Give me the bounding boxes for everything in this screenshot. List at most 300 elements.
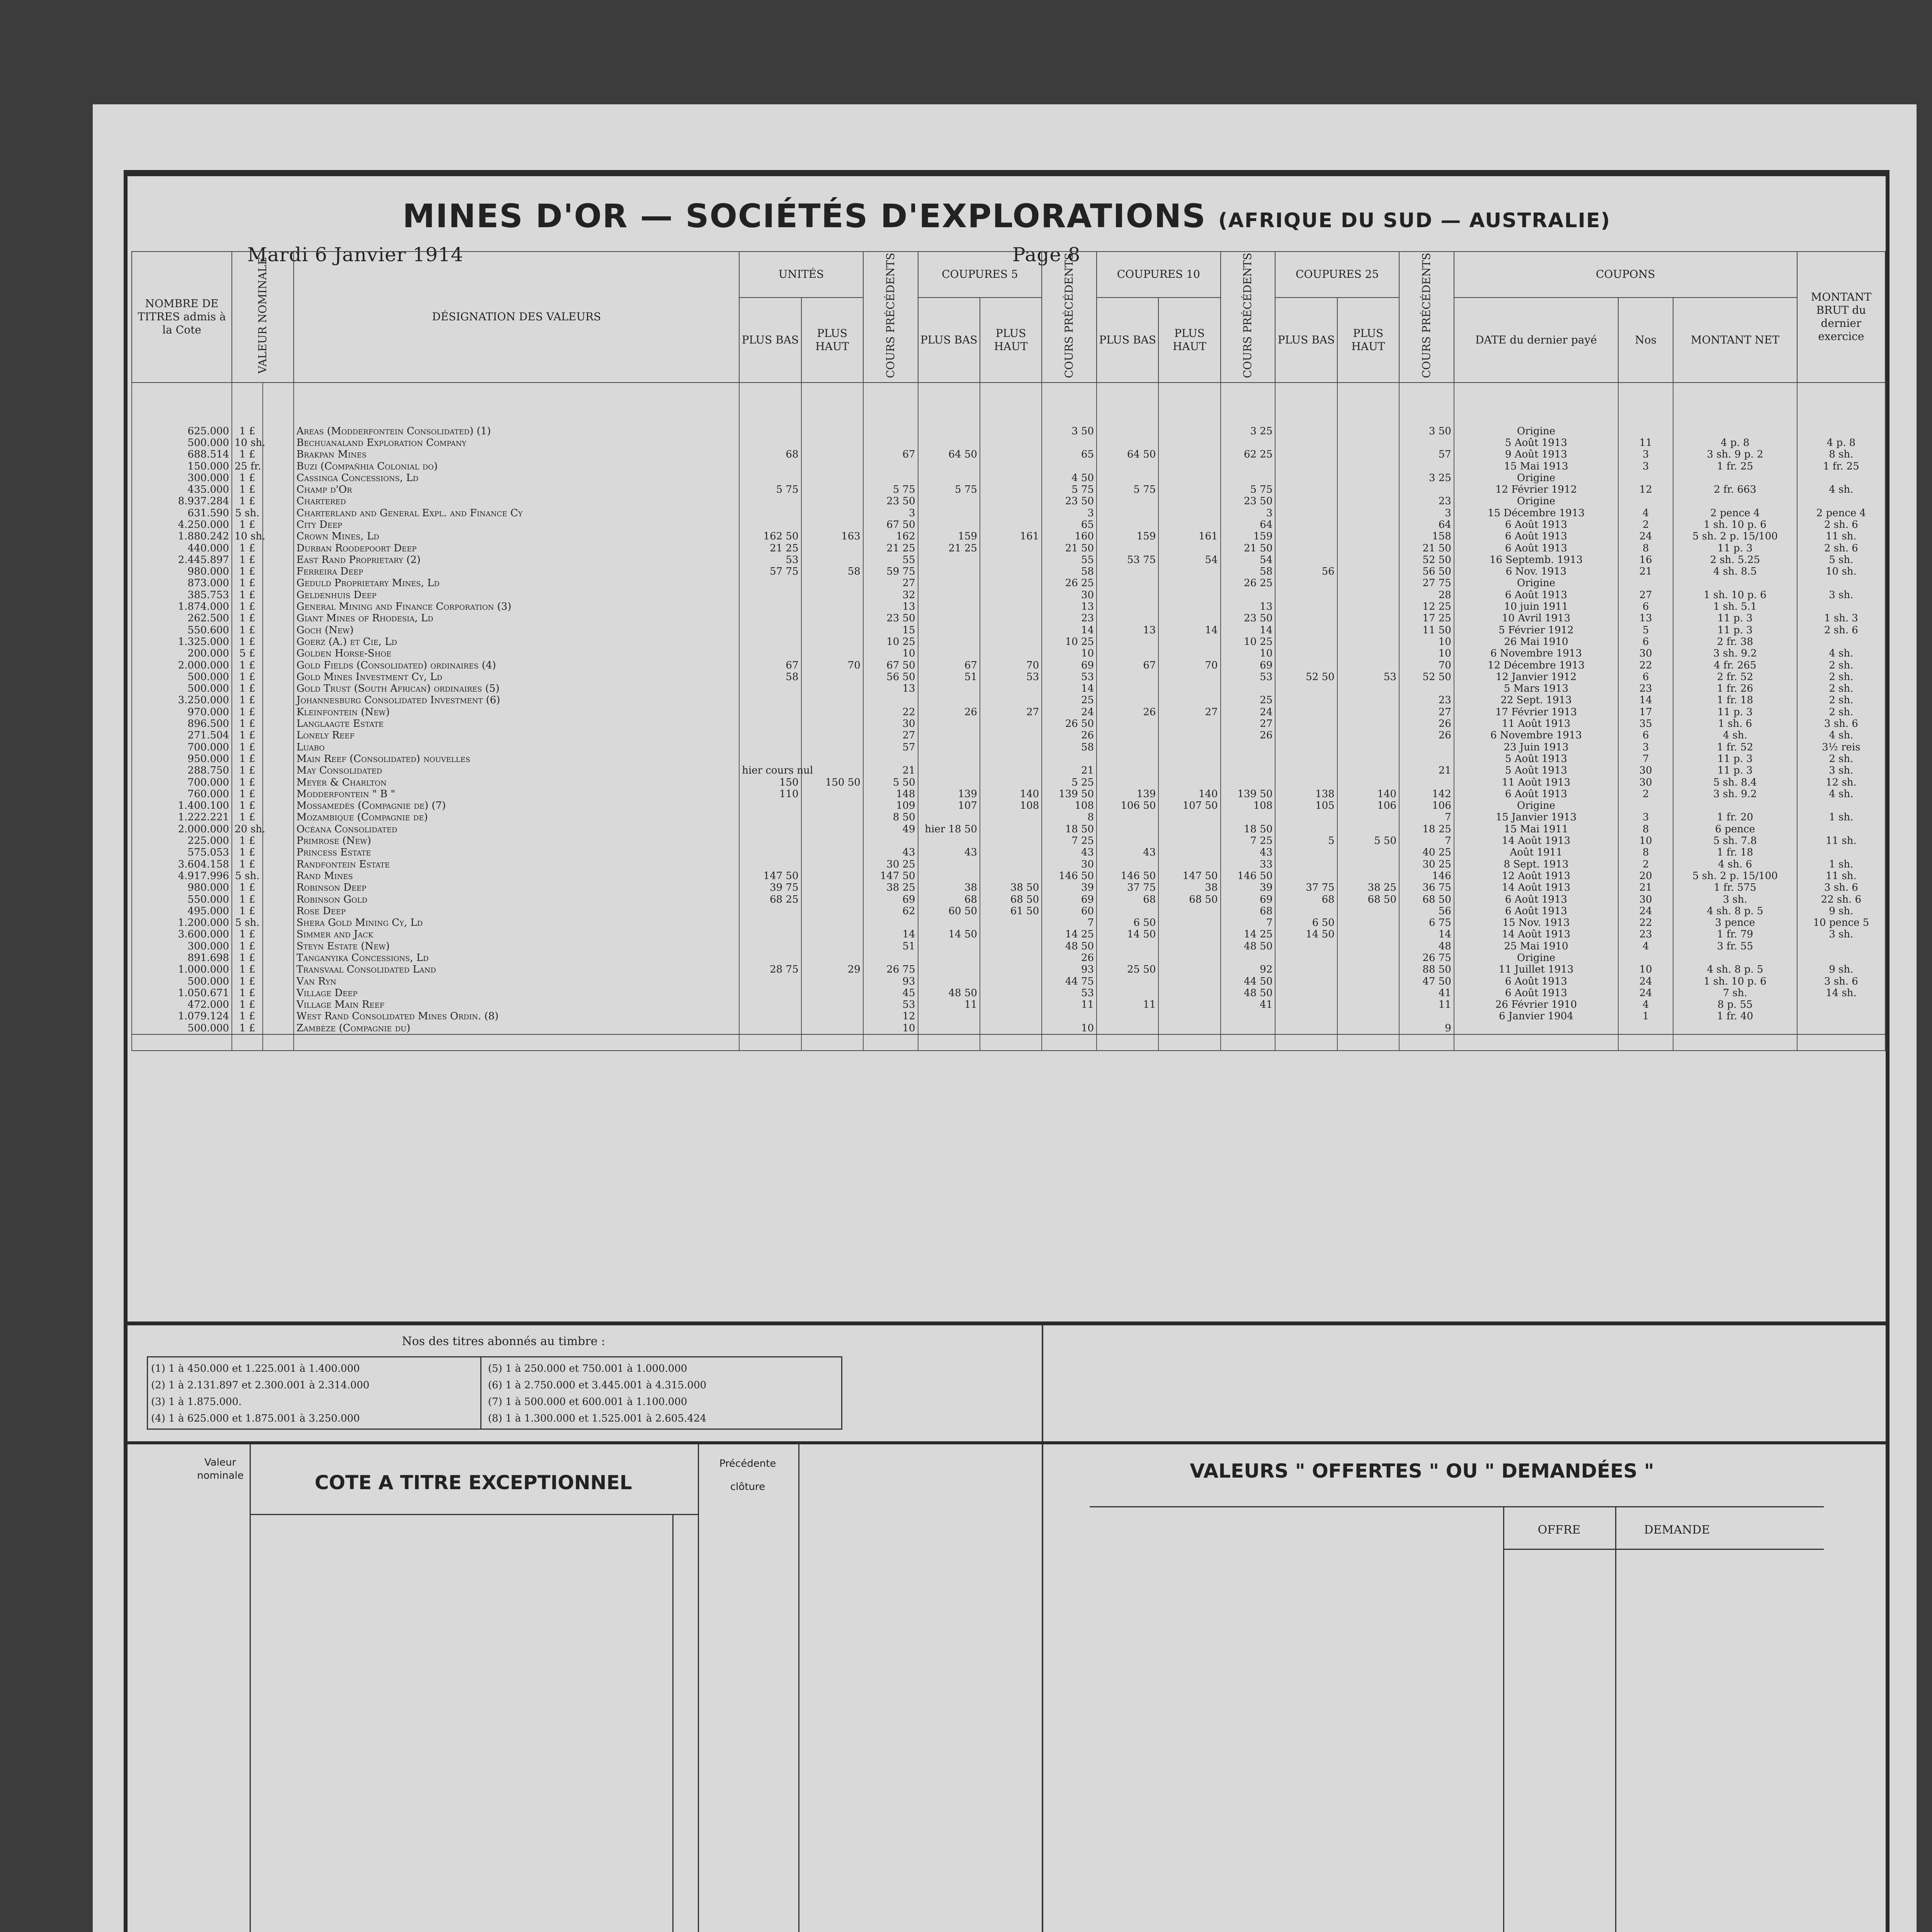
cell-c25p: 10 bbox=[1399, 648, 1454, 659]
cell-c25p: 68 50 bbox=[1399, 894, 1454, 905]
cell-c25pb: 68 bbox=[1275, 894, 1337, 905]
cell-u_ph: 29 bbox=[801, 964, 863, 975]
cell-u_pb bbox=[739, 730, 801, 741]
cell-c25ph: 53 bbox=[1337, 671, 1399, 683]
cell-c10p: 44 50 bbox=[1221, 976, 1276, 987]
cell-c5p: 53 bbox=[1042, 671, 1097, 683]
cell-d: Durban Roodepoort Deep bbox=[294, 543, 739, 554]
cell-v: 1 £ bbox=[232, 624, 263, 636]
cell-c10pb: 14 50 bbox=[1097, 929, 1158, 940]
cell-c25pb bbox=[1275, 425, 1337, 437]
cell-c10p bbox=[1221, 811, 1276, 823]
cell-u_cp: 59 75 bbox=[863, 566, 918, 577]
cell-brut bbox=[1797, 577, 1885, 589]
cell-c10ph: 161 bbox=[1158, 531, 1220, 542]
cell-brut: 2 sh. bbox=[1797, 683, 1885, 694]
cell-u_pb: 147 50 bbox=[739, 870, 801, 882]
cell-c5p: 8 bbox=[1042, 811, 1097, 823]
cell-c10p bbox=[1221, 589, 1276, 601]
cell-brut bbox=[1797, 952, 1885, 964]
cell-c25p: 18 25 bbox=[1399, 823, 1454, 835]
cell-u_cp: 147 50 bbox=[863, 870, 918, 882]
cell-v: 5 sh. bbox=[232, 917, 263, 929]
cell-c10p: 53 bbox=[1221, 671, 1276, 683]
cell-n: 575.053 bbox=[132, 847, 232, 858]
cell-c10ph bbox=[1158, 940, 1220, 952]
cell-c10p: 25 bbox=[1221, 694, 1276, 706]
cell-date: 6 Août 1913 bbox=[1454, 987, 1618, 999]
cell-c10pb bbox=[1097, 437, 1158, 449]
cell-c25pb bbox=[1275, 847, 1337, 858]
cell-u_ph bbox=[801, 976, 863, 987]
cell-no: 30 bbox=[1618, 777, 1673, 788]
table-row bbox=[132, 612, 1885, 624]
cell-no: 6 bbox=[1618, 636, 1673, 648]
cell-d: Kleinfontein (New) bbox=[294, 706, 739, 718]
cell-c5ph: 140 bbox=[980, 788, 1042, 800]
cell-u_pb bbox=[739, 425, 801, 437]
offre-header: OFFRE bbox=[1537, 1523, 1581, 1537]
cell-c25p: 106 bbox=[1399, 800, 1454, 811]
cell-n: 500.000 bbox=[132, 671, 232, 683]
cell-u_cp: 49 bbox=[863, 823, 918, 835]
cell-d: Steyn Estate (New) bbox=[294, 940, 739, 952]
cell-u_pb bbox=[739, 495, 801, 507]
cell-c5pb: 139 bbox=[918, 788, 980, 800]
table-row bbox=[132, 800, 1885, 811]
cell-u_ph bbox=[801, 683, 863, 694]
cell-u_cp: 53 bbox=[863, 999, 918, 1010]
cell-c25ph bbox=[1337, 437, 1399, 449]
cell-u_pb: 28 75 bbox=[739, 964, 801, 975]
cell-c25pb bbox=[1275, 449, 1337, 460]
col-plus-bas: PLUS BAS bbox=[1097, 298, 1158, 383]
cell-u_pb bbox=[739, 624, 801, 636]
cell-date: 6 Nov. 1913 bbox=[1454, 566, 1618, 577]
cell-v: 1 £ bbox=[232, 612, 263, 624]
cell-c5pb bbox=[918, 577, 980, 589]
cell-c10p: 39 bbox=[1221, 882, 1276, 893]
cell-c10pb: 11 bbox=[1097, 999, 1158, 1010]
cell-c5pb: 48 50 bbox=[918, 987, 980, 999]
cell-no: 4 bbox=[1618, 999, 1673, 1010]
cell-c5pb: hier 18 50 bbox=[918, 823, 980, 835]
cell-c25p: 3 50 bbox=[1399, 425, 1454, 437]
cell-v: 1 £ bbox=[232, 905, 263, 917]
cell-u_pb bbox=[739, 905, 801, 917]
cell-c10pb: 37 75 bbox=[1097, 882, 1158, 893]
cell-u_cp: 23 50 bbox=[863, 612, 918, 624]
table-row bbox=[132, 589, 1885, 601]
cell-c10p bbox=[1221, 1022, 1276, 1034]
cell-c10ph: 27 bbox=[1158, 706, 1220, 718]
cell-c5ph bbox=[980, 753, 1042, 765]
cell-u_pb bbox=[739, 987, 801, 999]
cell-date: 17 Février 1913 bbox=[1454, 706, 1618, 718]
cell-n: 225.000 bbox=[132, 835, 232, 847]
cell-c5p: 21 50 bbox=[1042, 543, 1097, 554]
cell-d: Main Reef (Consolidated) nouvelles bbox=[294, 753, 739, 765]
cell-n: 8.937.284 bbox=[132, 495, 232, 507]
cell-c5ph: 161 bbox=[980, 531, 1042, 542]
cell-brut bbox=[1797, 636, 1885, 648]
cell-c5p: 4 50 bbox=[1042, 472, 1097, 484]
cell-n: 200.000 bbox=[132, 648, 232, 659]
cell-c10pb bbox=[1097, 1010, 1158, 1022]
cell-c5ph bbox=[980, 730, 1042, 741]
table-row bbox=[132, 730, 1885, 741]
cell-n: 495.000 bbox=[132, 905, 232, 917]
cell-c25p: 7 bbox=[1399, 835, 1454, 847]
cell-brut: 4 sh. bbox=[1797, 648, 1885, 659]
cell-c5p: 11 bbox=[1042, 999, 1097, 1010]
cell-d: Cassinga Concessions, Ld bbox=[294, 472, 739, 484]
cell-n: 300.000 bbox=[132, 940, 232, 952]
cell-c5pb bbox=[918, 835, 980, 847]
cell-c25ph bbox=[1337, 1010, 1399, 1022]
cell-c5p: 93 bbox=[1042, 964, 1097, 975]
cell-brut: 1 sh. 3 bbox=[1797, 612, 1885, 624]
cell-c25p: 3 bbox=[1399, 507, 1454, 519]
cell-v: 1 £ bbox=[232, 765, 263, 776]
col-cours-prec-2: COURS PRÉCÉDENTS bbox=[1042, 252, 1097, 383]
cell-c25p: 26 75 bbox=[1399, 952, 1454, 964]
cell-v: 1 £ bbox=[232, 976, 263, 987]
cell-m bbox=[1673, 800, 1797, 811]
cell-n: 1.880.242 bbox=[132, 531, 232, 542]
cell-m: 11 p. 3 bbox=[1673, 765, 1797, 776]
cell-c25ph bbox=[1337, 624, 1399, 636]
cell-c10pb bbox=[1097, 905, 1158, 917]
cell-c10pb bbox=[1097, 859, 1158, 870]
cell-c10ph bbox=[1158, 425, 1220, 437]
cell-c10pb bbox=[1097, 648, 1158, 659]
cell-v: 1 £ bbox=[232, 929, 263, 940]
table-row bbox=[132, 929, 1885, 940]
cell-d: Primrose (New) bbox=[294, 835, 739, 847]
cell-c25ph bbox=[1337, 577, 1399, 589]
cell-c10pb: 146 50 bbox=[1097, 870, 1158, 882]
cell-n: 1.000.000 bbox=[132, 964, 232, 975]
cell-c25p: 47 50 bbox=[1399, 976, 1454, 987]
cell-u_ph bbox=[801, 999, 863, 1010]
cell-c10ph bbox=[1158, 601, 1220, 612]
cell-c10p: 62 25 bbox=[1221, 449, 1276, 460]
cell-c5pb bbox=[918, 777, 980, 788]
cell-brut: 12 sh. bbox=[1797, 777, 1885, 788]
cell-m: 11 p. 3 bbox=[1673, 624, 1797, 636]
cell-c10p: 33 bbox=[1221, 859, 1276, 870]
table-row bbox=[132, 964, 1885, 975]
cell-c25ph bbox=[1337, 495, 1399, 507]
cell-n: 700.000 bbox=[132, 777, 232, 788]
cell-c5pb bbox=[918, 940, 980, 952]
cell-u_cp: 30 bbox=[863, 718, 918, 730]
cell-v: 1 £ bbox=[232, 940, 263, 952]
cell-date: 15 Décembre 1913 bbox=[1454, 507, 1618, 519]
cell-c10ph bbox=[1158, 929, 1220, 940]
cell-date: 5 Mars 1913 bbox=[1454, 683, 1618, 694]
cell-c25ph: 68 50 bbox=[1337, 894, 1399, 905]
cell-date: 12 Février 1912 bbox=[1454, 484, 1618, 495]
cell-date: 11 Juillet 1913 bbox=[1454, 964, 1618, 975]
cell-n: 873.000 bbox=[132, 577, 232, 589]
cell-c10p: 146 50 bbox=[1221, 870, 1276, 882]
footnotes-box bbox=[131, 1325, 1043, 1441]
cell-c5pb bbox=[918, 742, 980, 753]
cell-c10ph bbox=[1158, 566, 1220, 577]
cell-c5ph bbox=[980, 437, 1042, 449]
cell-c5ph bbox=[980, 495, 1042, 507]
table-row bbox=[132, 461, 1885, 472]
cell-c10p: 69 bbox=[1221, 894, 1276, 905]
cell-c25pb bbox=[1275, 823, 1337, 835]
cell-m: 1 fr. 40 bbox=[1673, 1010, 1797, 1022]
cell-brut bbox=[1797, 1010, 1885, 1022]
cell-date: 6 Août 1913 bbox=[1454, 589, 1618, 601]
cell-c25ph bbox=[1337, 683, 1399, 694]
cell-u_pb bbox=[739, 1022, 801, 1034]
cell-no: 4 bbox=[1618, 507, 1673, 519]
valeur-nominale-label: Valeur nominale bbox=[197, 1457, 244, 1481]
cell-v: 1 £ bbox=[232, 1022, 263, 1034]
cell-d: Randfontein Estate bbox=[294, 859, 739, 870]
cell-c10pb bbox=[1097, 811, 1158, 823]
cell-v: 1 £ bbox=[232, 577, 263, 589]
cell-no: 2 bbox=[1618, 788, 1673, 800]
cell-u_ph bbox=[801, 952, 863, 964]
cell-date: 14 Août 1913 bbox=[1454, 835, 1618, 847]
cell-c5pb bbox=[918, 718, 980, 730]
page-frame bbox=[124, 170, 1889, 1932]
cell-u_ph bbox=[801, 437, 863, 449]
cell-u_pb bbox=[739, 519, 801, 531]
cell-brut: 3 sh. bbox=[1797, 929, 1885, 940]
cell-c25pb bbox=[1275, 543, 1337, 554]
cell-c5pb bbox=[918, 507, 980, 519]
table-row bbox=[132, 976, 1885, 987]
cell-c5ph bbox=[980, 507, 1042, 519]
cell-c5pb: 67 bbox=[918, 660, 980, 671]
cell-no: 30 bbox=[1618, 648, 1673, 659]
cell-c10p bbox=[1221, 753, 1276, 765]
cell-c25pb bbox=[1275, 976, 1337, 987]
cell-u_ph bbox=[801, 484, 863, 495]
cell-u_pb: 57 75 bbox=[739, 566, 801, 577]
cell-c25p: 36 75 bbox=[1399, 882, 1454, 893]
cell-c10p bbox=[1221, 472, 1276, 484]
cell-d: Goch (New) bbox=[294, 624, 739, 636]
cell-date: 5 Août 1913 bbox=[1454, 437, 1618, 449]
cell-brut: 8 sh. bbox=[1797, 449, 1885, 460]
cell-brut: 2 sh. 6 bbox=[1797, 543, 1885, 554]
table-row bbox=[132, 823, 1885, 835]
cell-no: 8 bbox=[1618, 823, 1673, 835]
cell-m bbox=[1673, 952, 1797, 964]
cell-m: 11 p. 3 bbox=[1673, 543, 1797, 554]
cell-d: Village Deep bbox=[294, 987, 739, 999]
cell-c10p: 108 bbox=[1221, 800, 1276, 811]
cell-c10p bbox=[1221, 437, 1276, 449]
cell-c25pb: 37 75 bbox=[1275, 882, 1337, 893]
cell-c10pb bbox=[1097, 823, 1158, 835]
cell-c5pb bbox=[918, 859, 980, 870]
cell-c25pb bbox=[1275, 589, 1337, 601]
cell-v: 1 £ bbox=[232, 601, 263, 612]
cell-v: 20 sh. bbox=[232, 823, 263, 835]
cell-no: 24 bbox=[1618, 905, 1673, 917]
cell-n: 4.250.000 bbox=[132, 519, 232, 531]
cell-brut: 11 sh. bbox=[1797, 835, 1885, 847]
cell-u_pb: 68 25 bbox=[739, 894, 801, 905]
cell-c5pb: 38 bbox=[918, 882, 980, 893]
cell-date: 15 Janvier 1913 bbox=[1454, 811, 1618, 823]
cell-u_ph bbox=[801, 461, 863, 472]
cell-c5pb bbox=[918, 730, 980, 741]
cell-c10p: 23 50 bbox=[1221, 612, 1276, 624]
table-row bbox=[132, 894, 1885, 905]
cell-c5ph bbox=[980, 929, 1042, 940]
cell-c25p: 14 bbox=[1399, 929, 1454, 940]
cell-v: 1 £ bbox=[232, 999, 263, 1010]
cell-d: Rose Deep bbox=[294, 905, 739, 917]
cell-v: 1 £ bbox=[232, 554, 263, 566]
table-row bbox=[132, 671, 1885, 683]
cell-u_ph bbox=[801, 601, 863, 612]
cell-c5ph bbox=[980, 940, 1042, 952]
cell-u_cp bbox=[863, 835, 918, 847]
cell-date: 12 Janvier 1912 bbox=[1454, 671, 1618, 683]
cell-v: 10 sh. bbox=[232, 437, 263, 449]
cell-d: Zambèze (Compagnie du) bbox=[294, 1022, 739, 1034]
cell-c10p: 14 25 bbox=[1221, 929, 1276, 940]
cell-u_ph bbox=[801, 800, 863, 811]
cell-brut: 2 sh. bbox=[1797, 706, 1885, 718]
cell-no: 10 bbox=[1618, 835, 1673, 847]
cell-c5pb bbox=[918, 461, 980, 472]
cell-c10p bbox=[1221, 777, 1276, 788]
cell-c25pb bbox=[1275, 601, 1337, 612]
cell-u_pb bbox=[739, 859, 801, 870]
cell-u_pb bbox=[739, 999, 801, 1010]
cell-u_pb bbox=[739, 929, 801, 940]
table-row bbox=[132, 882, 1885, 893]
cell-c5p: 65 bbox=[1042, 519, 1097, 531]
cell-u_cp: 148 bbox=[863, 788, 918, 800]
cell-c5ph bbox=[980, 577, 1042, 589]
cell-c5pb: 107 bbox=[918, 800, 980, 811]
cell-d: Robinson Gold bbox=[294, 894, 739, 905]
cell-c5p: 69 bbox=[1042, 660, 1097, 671]
cell-u_pb: 68 bbox=[739, 449, 801, 460]
cell-u_pb bbox=[739, 461, 801, 472]
cell-date: 23 Juin 1913 bbox=[1454, 742, 1618, 753]
cell-c5pb: 21 25 bbox=[918, 543, 980, 554]
cell-u_cp: 13 bbox=[863, 601, 918, 612]
cell-c5p: 10 bbox=[1042, 1022, 1097, 1034]
cell-v: 1 £ bbox=[232, 543, 263, 554]
cell-date: 10 Avril 1913 bbox=[1454, 612, 1618, 624]
cell-v: 1 £ bbox=[232, 835, 263, 847]
cell-m: 5 sh. 2 p. 15/100 bbox=[1673, 531, 1797, 542]
cell-brut: 3 sh. 6 bbox=[1797, 718, 1885, 730]
cell-u_cp: 3 bbox=[863, 507, 918, 519]
cell-c10pb bbox=[1097, 577, 1158, 589]
cell-d: Meyer & Charlton bbox=[294, 777, 739, 788]
cell-c10ph: 14 bbox=[1158, 624, 1220, 636]
cell-c10ph bbox=[1158, 730, 1220, 741]
cell-m: 4 sh. bbox=[1673, 730, 1797, 741]
cell-c5p: 146 50 bbox=[1042, 870, 1097, 882]
cell-c25ph bbox=[1337, 847, 1399, 858]
cell-v: 1 £ bbox=[232, 589, 263, 601]
cell-no: 3 bbox=[1618, 742, 1673, 753]
cell-u_pb: 53 bbox=[739, 554, 801, 566]
cell-u_ph bbox=[801, 554, 863, 566]
cell-c25p: 64 bbox=[1399, 519, 1454, 531]
cell-brut bbox=[1797, 940, 1885, 952]
footnote-item: (1) 1 à 450.000 et 1.225.001 à 1.400.000 bbox=[151, 1363, 360, 1374]
cell-date: 6 Août 1913 bbox=[1454, 905, 1618, 917]
cell-v: 1 £ bbox=[232, 519, 263, 531]
cell-n: 271.504 bbox=[132, 730, 232, 741]
cell-m bbox=[1673, 425, 1797, 437]
cell-c25p: 27 bbox=[1399, 706, 1454, 718]
cell-v: 1 £ bbox=[232, 964, 263, 975]
cell-v: 25 fr. bbox=[232, 461, 263, 472]
cell-n: 1.874.000 bbox=[132, 601, 232, 612]
cell-c25ph bbox=[1337, 425, 1399, 437]
cell-u_pb bbox=[739, 742, 801, 753]
precedente-cloture-label: Précédente clôture bbox=[719, 1458, 776, 1493]
cell-c5ph bbox=[980, 835, 1042, 847]
cote-exceptionnel-box bbox=[131, 1444, 1043, 1932]
cell-c25ph bbox=[1337, 765, 1399, 776]
cell-c10ph bbox=[1158, 964, 1220, 975]
cell-brut: 11 sh. bbox=[1797, 531, 1885, 542]
cell-c5p: 5 75 bbox=[1042, 484, 1097, 495]
cell-m: 7 sh. bbox=[1673, 987, 1797, 999]
cell-c5p: 24 bbox=[1042, 706, 1097, 718]
col-plus-haut: PLUS HAUT bbox=[1158, 298, 1220, 383]
cell-c25ph: 38 25 bbox=[1337, 882, 1399, 893]
cell-no: 24 bbox=[1618, 531, 1673, 542]
cell-no: 11 bbox=[1618, 437, 1673, 449]
cell-date: 14 Août 1913 bbox=[1454, 929, 1618, 940]
cell-c10pb bbox=[1097, 976, 1158, 987]
cell-c5ph: 53 bbox=[980, 671, 1042, 683]
cell-c25pb bbox=[1275, 554, 1337, 566]
cell-c5ph bbox=[980, 636, 1042, 648]
cell-brut: 3 sh. bbox=[1797, 589, 1885, 601]
cell-date: 15 Nov. 1913 bbox=[1454, 917, 1618, 929]
cell-c5ph bbox=[980, 683, 1042, 694]
cell-date: 6 Novembre 1913 bbox=[1454, 730, 1618, 741]
cell-c5p: 30 bbox=[1042, 859, 1097, 870]
cell-c5p: 43 bbox=[1042, 847, 1097, 858]
cell-c10ph bbox=[1158, 694, 1220, 706]
cell-c5pb bbox=[918, 811, 980, 823]
cell-c10p: 13 bbox=[1221, 601, 1276, 612]
table-row bbox=[132, 952, 1885, 964]
cell-c10pb: 43 bbox=[1097, 847, 1158, 858]
cell-c25pb bbox=[1275, 437, 1337, 449]
table-row bbox=[132, 624, 1885, 636]
cell-brut bbox=[1797, 601, 1885, 612]
cell-c10pb bbox=[1097, 589, 1158, 601]
cell-brut: 3 sh. 6 bbox=[1797, 882, 1885, 893]
demande-header: DEMANDE bbox=[1644, 1523, 1710, 1537]
